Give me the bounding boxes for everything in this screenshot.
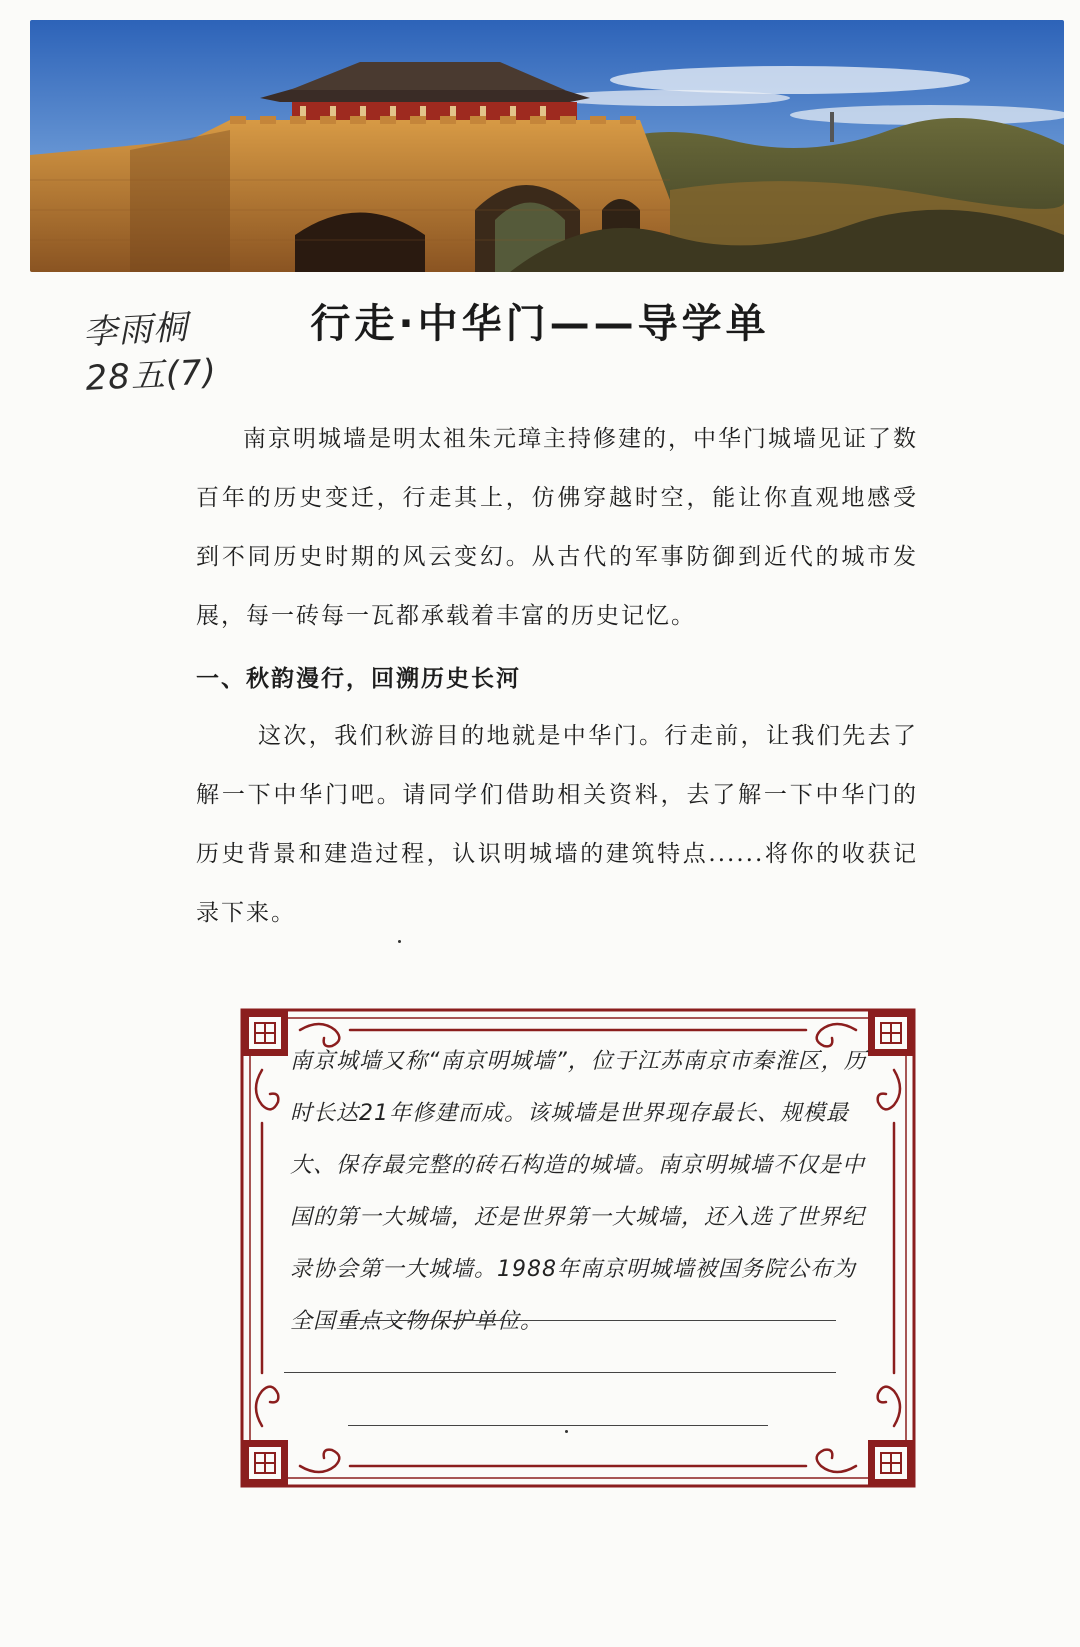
intro-paragraph: 南京明城墙是明太祖朱元璋主持修建的，中华门城墙见证了数百年的历史变迁，行走其上，仿佛穿越时空，能让你直观地感受到不同历史时期的风云变幻。从古代的军事防御到近代的城市发展，每一砖每一瓦都承载着丰富的历史记忆。 (196, 426, 918, 629)
answer-line (284, 1372, 836, 1373)
answer-line (348, 1425, 768, 1426)
section-1-paragraph: 这次，我们秋游目的地就是中华门。行走前，让我们先去了解一下中华门吧。请同学们借助相关资料，去了解一下中华门的历史背景和建造过程，认识明城墙的建筑特点......将你的收获记录下来。 (196, 723, 918, 926)
answer-frame (240, 1008, 916, 1488)
banner-photo-zhonghuamen (30, 20, 1064, 272)
student-name: 李雨桐 (82, 307, 190, 353)
scan-dot (398, 940, 401, 943)
answer-line (340, 1320, 836, 1321)
student-class: 28五(7) (84, 352, 218, 399)
page-title: 行走·中华门——导学单 (310, 301, 770, 347)
handwritten-answer: 南京城墙又称“南京明城墙”，位于江苏南京市秦淮区，历时长达21年修建而成。该城墙是世界现存最长、规模最大、保存最完整的砖石构造的城墙。南京明城墙不仅是中国的第一大城墙，还是世界第一大城墙，还入选了世界纪录协会第一大城墙。1988年南京明城墙被国务院公布为全国重点文物保护单位。 (290, 1049, 867, 1334)
section-1-heading: 一、秋韵漫行，回溯历史长河 (196, 666, 521, 692)
